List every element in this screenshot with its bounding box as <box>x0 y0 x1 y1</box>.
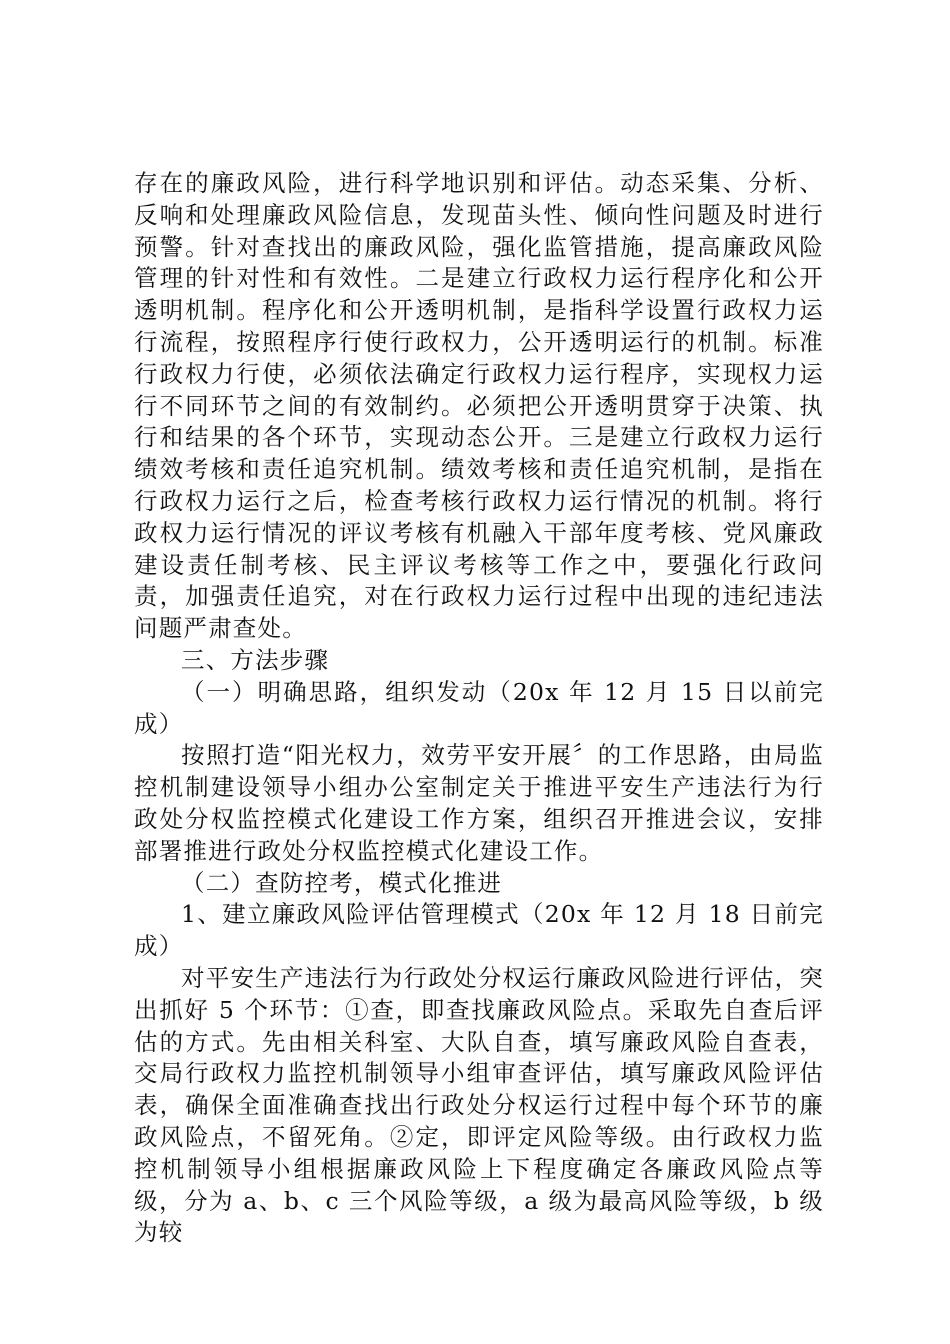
subheading-step-two: （二）查防控考，模式化推进 <box>181 868 503 897</box>
document-body <box>134 168 824 1249</box>
paragraph-step-one: 按照打造“阳光权力，效劳平安开展〞的工作思路，由局监控机制建设领导小组办公室制定关于推进平安生产违法行为行政处分权监控模式化建设工作方案，组织召开推进会议，安排部署推进行政处分权监控模式化建设工作。 <box>134 741 824 865</box>
paragraph-body-continued: 存在的廉政风险，进行科学地识别和评估。动态采集、分析、反响和处理廉政风险信息，发现苗头性、倾向性问题及时进行预警。针对查找出的廉政风险，强化监管措施，提高廉政风险管理的针对性和有效性。二是建立行政权力运行程序化和公开透明机制。程序化和公开透明机制，是指科学设置行政权力运行流程，按照程序行使行政权力，公开透明运行的机制。标准行政权力行使，必须依法确定行政权力运行程序，实现权力运行不同环节之间的有效制约。必须把公开透明贯穿于决策、执行和结果的各个环节，实现动态公开。三是建立行政权力运行绩效考核和责任追究机制。绩效考核和责任追究机制，是指在行政权力运行之后，检查考核行政权力运行情况的机制。将行政权力运行情况的评议考核有机融入干部年度考核、党风廉政建设责任制考核、民主评议考核等工作之中，要强化行政问责，加强责任追究，对在行政权力运行过程中出现的违纪违法问题严肃查处。 <box>134 169 824 643</box>
subheading-risk-assessment: 1、建立廉政风险评估管理模式（20x 年 12 月 18 日前完成） <box>134 900 824 961</box>
paragraph-risk-assessment: 对平安生产违法行为行政处分权运行廉政风险进行评估，突出抓好 5 个环节：①查，即查找廉政风险点。采取先自查后评估的方式。先由相关科室、大队自查，填写廉政风险自查表，交局行政权力监控机制领导小组审查评估，填写廉政风险评估表，确保全面准确查找出行政处分权运行过程中每个环节的廉政风险点，不留死角。②定，即评定风险等级。由行政权力监控机制领导小组根据廉政风险上下程度确定各廉政风险点等级，分为 a、b、c 三个风险等级，a 级为最高风险等级，b 级为较 <box>134 963 824 1247</box>
subheading-step-one: （一）明确思路，组织发动（20x 年 12 月 15 日以前完成） <box>134 677 824 738</box>
section-heading-methods: 三、方法步骤 <box>181 645 330 674</box>
